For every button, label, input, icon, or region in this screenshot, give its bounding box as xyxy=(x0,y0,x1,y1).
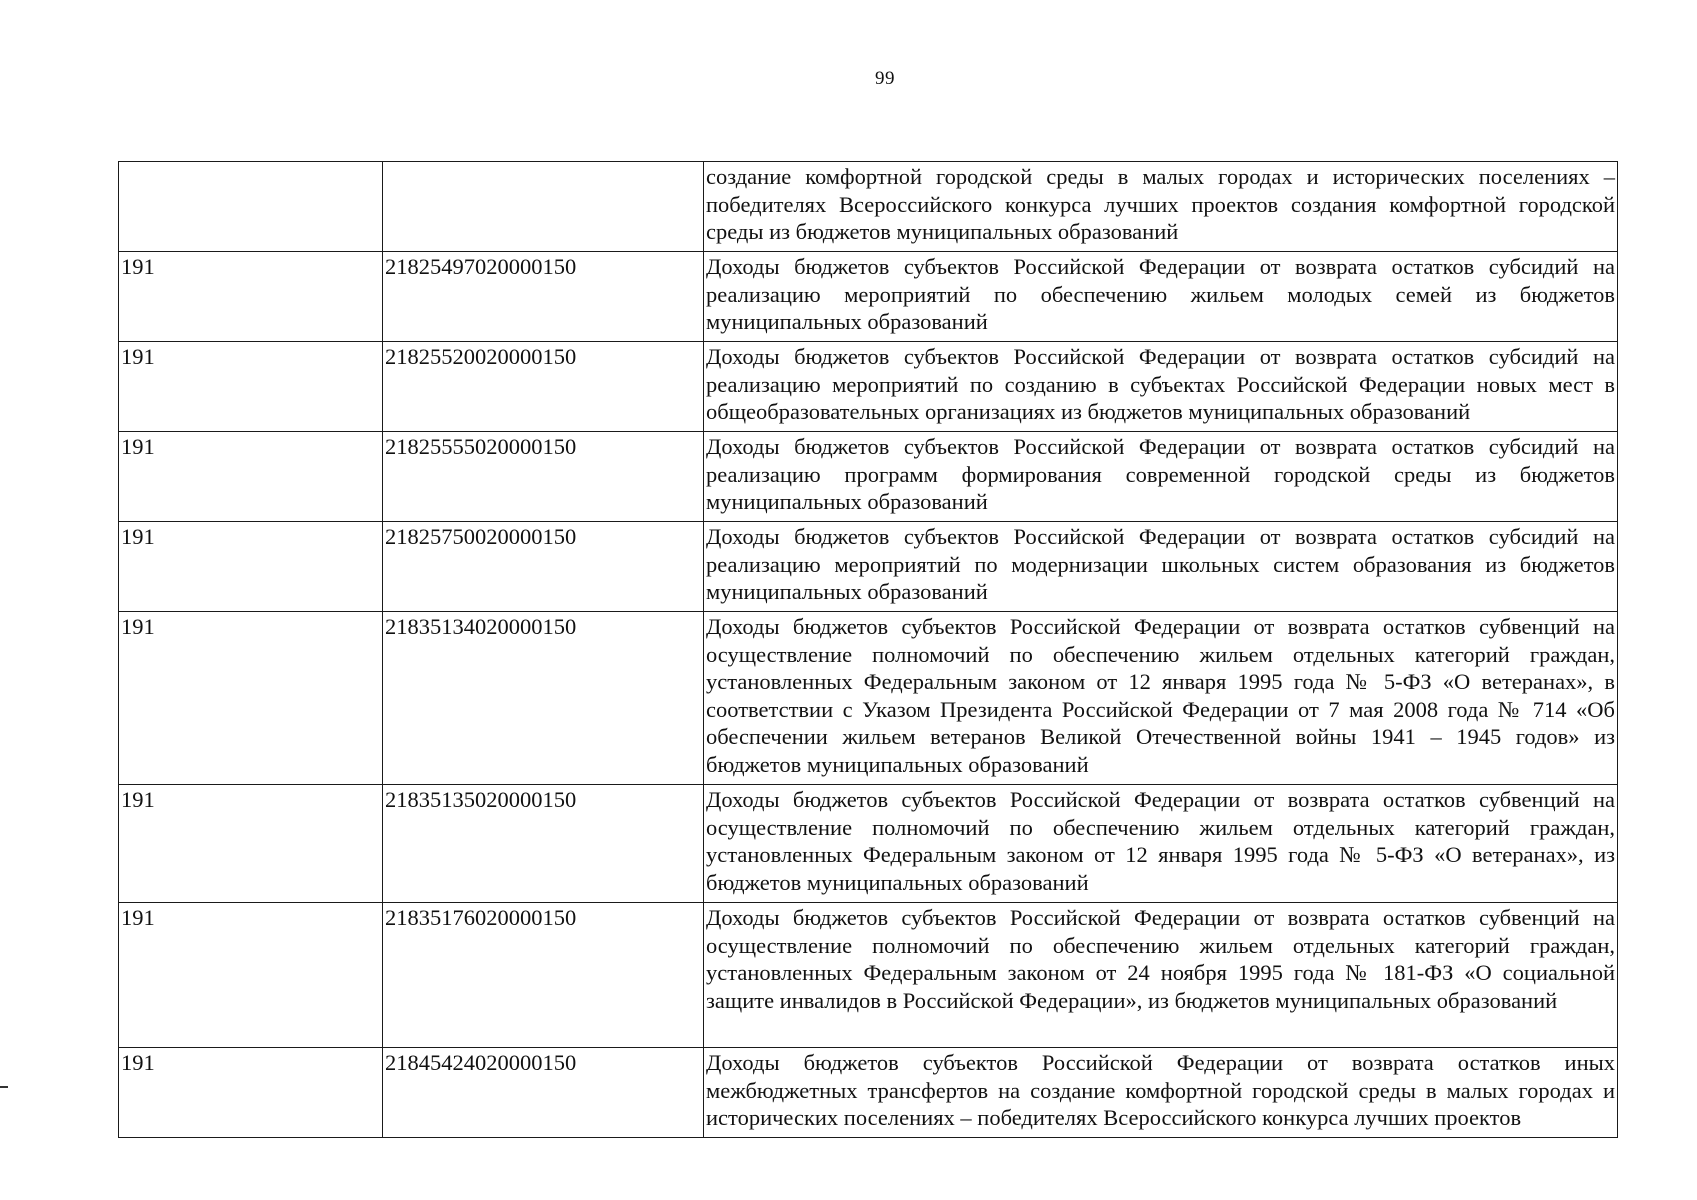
table-row xyxy=(119,903,1618,1048)
description-cell: Доходы бюджетов субъектов Российской Федерации от возврата остатков субвенций на осуществление полномочий по обеспечению жильем отдельных категорий граждан, установленных Федеральным законом от 12 января 1995 года № 5-ФЗ «О ветеранах», в соответствии с Указом Президента Российской Федерации от 7 мая 2008 года № 714 «Об обеспечении жильем ветеранов Великой Отечественной войны 1941 – 1945 годов» из бюджетов муниципальных образований xyxy=(704,612,1618,785)
description-cell: Доходы бюджетов субъектов Российской Федерации от возврата остатков субсидий на реализацию мероприятий по обеспечению жильем молодых семей из бюджетов муниципальных образований xyxy=(704,252,1618,342)
classification-code-cell: 21825555020000150 xyxy=(383,432,704,522)
classification-code-cell xyxy=(383,162,704,252)
table-row xyxy=(119,612,1618,785)
classification-code-cell: 21825750020000150 xyxy=(383,522,704,612)
table-row xyxy=(119,342,1618,432)
table-row xyxy=(119,252,1618,342)
classification-code-cell: 21825497020000150 xyxy=(383,252,704,342)
classification-code-cell: 21835135020000150 xyxy=(383,785,704,903)
description-cell: создание комфортной городской среды в малых городах и исторических поселениях – победителях Всероссийского конкурса лучших проектов создания комфортной городской среды из бюджетов муниципальных образований xyxy=(704,162,1618,252)
revenue-codes-table xyxy=(118,161,1618,1138)
admin-code-cell: 191 xyxy=(119,612,383,785)
classification-code-cell: 21835134020000150 xyxy=(383,612,704,785)
table-row xyxy=(119,432,1618,522)
table-row xyxy=(119,522,1618,612)
description-cell: Доходы бюджетов субъектов Российской Федерации от возврата остатков субвенций на осуществление полномочий по обеспечению жильем отдельных категорий граждан, установленных Федеральным законом от 24 ноября 1995 года № 181-ФЗ «О социальной защите инвалидов в Российской Федерации», из бюджетов муниципальных образований xyxy=(704,903,1618,1048)
classification-code-cell: 21825520020000150 xyxy=(383,342,704,432)
table-row xyxy=(119,162,1618,252)
description-cell: Доходы бюджетов субъектов Российской Федерации от возврата остатков субсидий на реализацию мероприятий по созданию в субъектах Российской Федерации новых мест в общеобразовательных организациях из бюджетов муниципальных образований xyxy=(704,342,1618,432)
admin-code-cell: 191 xyxy=(119,432,383,522)
admin-code-cell: 191 xyxy=(119,342,383,432)
description-cell: Доходы бюджетов субъектов Российской Федерации от возврата остатков субсидий на реализацию программ формирования современной городской среды из бюджетов муниципальных образований xyxy=(704,432,1618,522)
table-row xyxy=(119,785,1618,903)
scan-edge-mark xyxy=(0,1086,8,1088)
classification-code-cell: 21835176020000150 xyxy=(383,903,704,1048)
description-cell: Доходы бюджетов субъектов Российской Федерации от возврата остатков иных межбюджетных трансфертов на создание комфортной городской среды в малых городах и исторических поселениях – победителях Всероссийского конкурса лучших проектов xyxy=(704,1048,1618,1138)
table-row xyxy=(119,1048,1618,1138)
admin-code-cell xyxy=(119,162,383,252)
admin-code-cell: 191 xyxy=(119,903,383,1048)
page-number: 99 xyxy=(875,68,895,89)
admin-code-cell: 191 xyxy=(119,522,383,612)
classification-code-cell: 21845424020000150 xyxy=(383,1048,704,1138)
description-cell: Доходы бюджетов субъектов Российской Федерации от возврата остатков субсидий на реализацию мероприятий по модернизации школьных систем образования из бюджетов муниципальных образований xyxy=(704,522,1618,612)
admin-code-cell: 191 xyxy=(119,252,383,342)
admin-code-cell: 191 xyxy=(119,1048,383,1138)
description-cell: Доходы бюджетов субъектов Российской Федерации от возврата остатков субвенций на осуществление полномочий по обеспечению жильем отдельных категорий граждан, установленных Федеральным законом от 12 января 1995 года № 5-ФЗ «О ветеранах», из бюджетов муниципальных образований xyxy=(704,785,1618,903)
admin-code-cell: 191 xyxy=(119,785,383,903)
